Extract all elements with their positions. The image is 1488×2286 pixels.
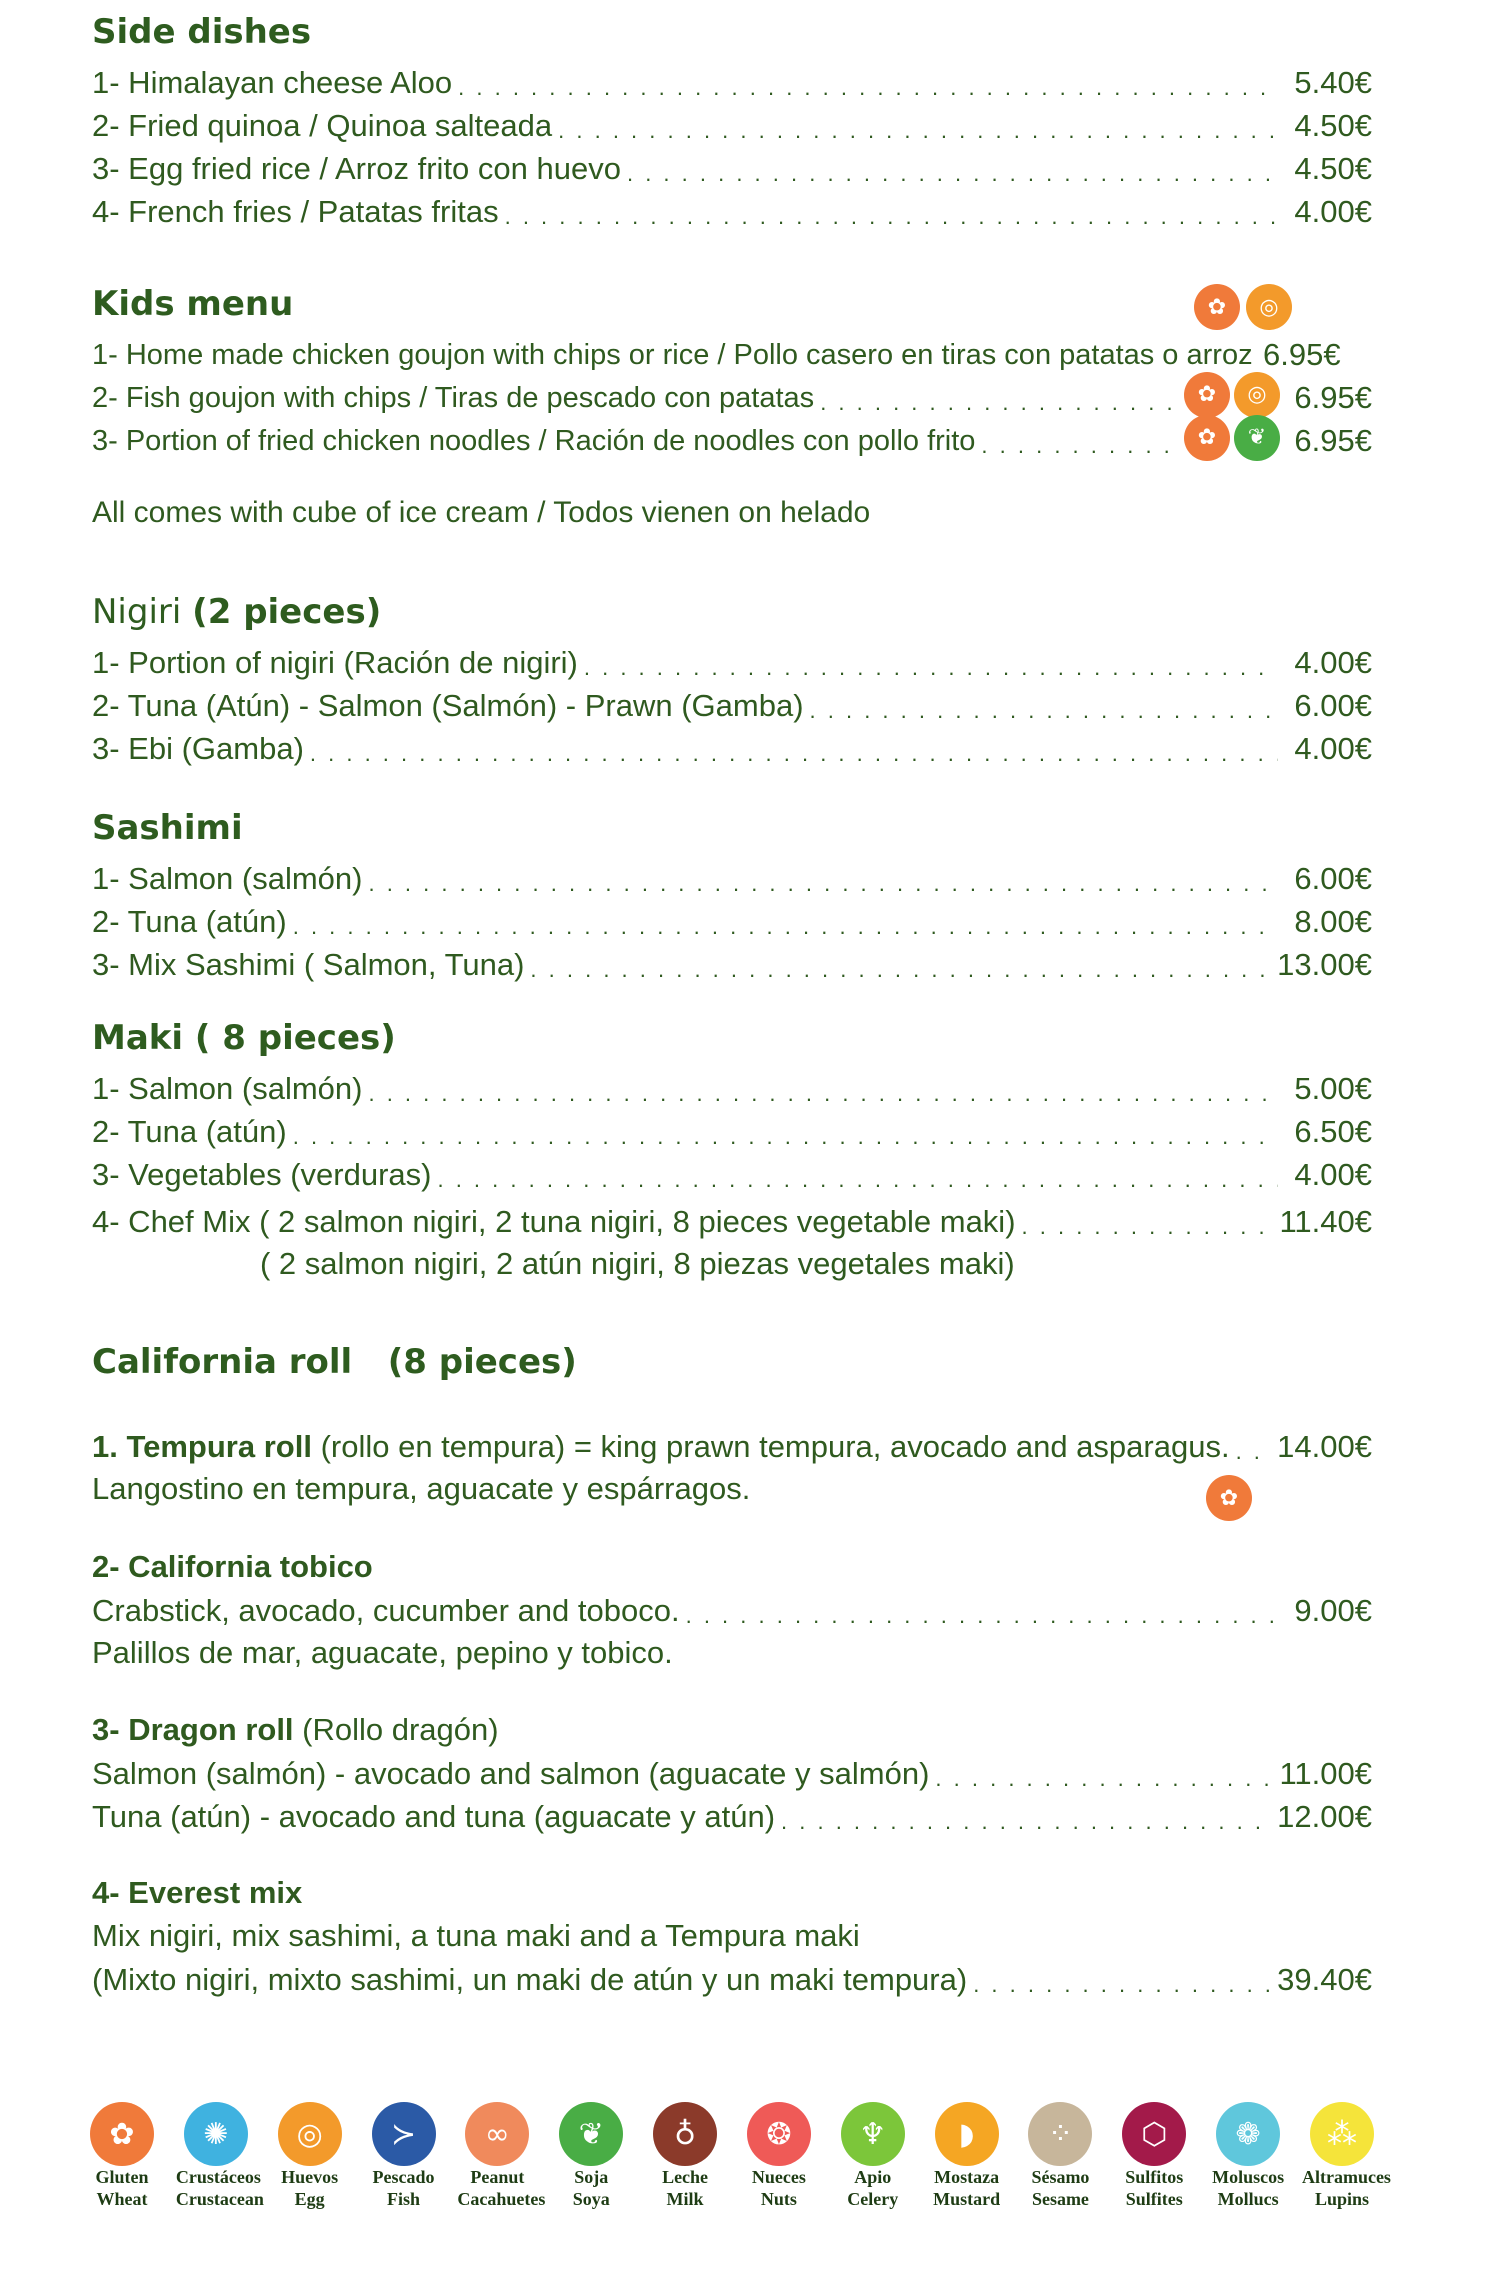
legend-label-es: Sulfitos (1125, 2167, 1184, 2187)
menu-item: 1- Portion of nigiri (Ración de nigiri) . . . 4.00€ (92, 640, 1372, 683)
allergen-legend (82, 2102, 1391, 2210)
section-title: Nigiri (2 pieces) (92, 592, 382, 632)
allergen-icons (1184, 372, 1280, 418)
wheat-icon: ✿ (1184, 372, 1230, 418)
mustard-icon: ◗ (935, 2102, 999, 2166)
menu-item: 3- Mix Sashimi ( Salmon, Tuna) . . . 13.00€ (92, 942, 1372, 985)
section-title: California roll (8 pieces) (92, 1342, 577, 1382)
legend-label-es: Apio (854, 2167, 892, 2187)
legend-item (833, 2102, 913, 2210)
legend-label-en: Mollucs (1217, 2189, 1279, 2209)
wheat-icon: ✿ (1206, 1475, 1252, 1521)
menu-item-translation: Langostino en tempura, aguacate y espárragos. (92, 1471, 751, 1506)
legend-label-en: Milk (666, 2189, 704, 2209)
wheat-icon: ✿ (1184, 415, 1230, 461)
soy-icon: ❦ (559, 2102, 623, 2166)
menu-item: Crabstick, avocado, cucumber and toboco. . . . 9.00€ (92, 1588, 1372, 1631)
legend-item (739, 2102, 819, 2210)
menu-item: 2- Tuna (atún) . . . 6.50€ (92, 1109, 1372, 1152)
legend-label-es: Moluscos (1212, 2167, 1285, 2187)
egg-icon: ◎ (278, 2102, 342, 2166)
nigiri-section (92, 590, 1372, 769)
menu-item: Tuna (atún) - avocado and tuna (aguacate y atún) . . . 12.00€ (92, 1794, 1372, 1837)
side-dishes-section (92, 10, 1372, 232)
menu-item: 1. Tempura roll (rollo en tempura) = king prawn tempura, avocado and asparagus. . . . 14.00€ (92, 1424, 1372, 1467)
legend-label-en: Cacahuetes (457, 2189, 546, 2209)
menu-item: 1- Himalayan cheese Aloo . . . 5.40€ (92, 60, 1372, 103)
section-title: Kids menu (92, 284, 294, 324)
milk-icon: ♁ (653, 2102, 717, 2166)
menu-item: 1- Salmon (salmón) . . . 5.00€ (92, 1066, 1372, 1109)
legend-item (82, 2102, 162, 2210)
sashimi-section (92, 806, 1372, 985)
legend-label-es: Peanut (470, 2167, 525, 2187)
legend-label-en: Nuts (760, 2189, 797, 2209)
menu-item: 1- Salmon (salmón) . . . 6.00€ (92, 856, 1372, 899)
section-title: Side dishes (92, 12, 312, 52)
legend-label-en: Wheat (96, 2189, 148, 2209)
legend-item (270, 2102, 350, 2210)
menu-item: 3- Ebi (Gamba) . . . 4.00€ (92, 726, 1372, 769)
celery-icon: ♆ (841, 2102, 905, 2166)
nuts-icon: ❂ (747, 2102, 811, 2166)
legend-label-es: Pescado (372, 2167, 435, 2187)
legend-item (645, 2102, 725, 2210)
sulfites-icon: ⬡ (1122, 2102, 1186, 2166)
legend-item (1301, 2102, 1391, 2210)
legend-item (175, 2102, 264, 2210)
menu-item: Salmon (salmón) - avocado and salmon (aguacate y salmón) . . . 11.00€ (92, 1751, 1372, 1794)
legend-item (1020, 2102, 1100, 2210)
kids-menu-section (92, 282, 1372, 534)
crab-icon: ✺ (184, 2102, 248, 2166)
menu-item: 3- Vegetables (verduras) . . . 4.00€ (92, 1152, 1372, 1195)
kids-note: All comes with cube of ice cream / Todos vienen on helado (92, 496, 871, 529)
menu-item: 2- Fish goujon with chips / Tiras de pescado con patatas . . . ✿ ◎ 6.95€ (92, 375, 1372, 418)
legend-label-en: Fish (387, 2189, 421, 2209)
legend-label-en: Soya (572, 2189, 610, 2209)
menu-item: (Mixto nigiri, mixto sashimi, un maki de atún y un maki tempura) . . . 39.40€ (92, 1957, 1372, 2000)
sesame-icon: ⁘ (1028, 2102, 1092, 2166)
allergen-icons (1184, 415, 1280, 461)
legend-label-es: Nueces (751, 2167, 806, 2187)
menu-item-description: Mix nigiri, mix sashimi, a tuna maki and a Tempura maki (92, 1918, 860, 1953)
menu-item: 3- Portion of fried chicken noodles / Ración de noodles con pollo frito . . . ✿ ❦ 6.95€ (92, 418, 1372, 461)
menu-item-title: 3- Dragon roll (Rollo dragón) (92, 1712, 499, 1747)
menu-item: 4- Chef Mix ( 2 salmon nigiri, 2 tuna nigiri, 8 pieces vegetable maki) . . . 11.40€ (92, 1199, 1372, 1242)
menu-item: 1- Home made chicken goujon with chips or rice / Pollo casero en tiras con patatas o arroz 6.95€ (92, 337, 1341, 372)
legend-label-en: Mustard (933, 2189, 1001, 2209)
legend-item (927, 2102, 1007, 2210)
fish-icon: ≻ (372, 2102, 436, 2166)
menu-item: 2- Tuna (atún) . . . 8.00€ (92, 899, 1372, 942)
california-roll-section (92, 1340, 1372, 2000)
soy-icon: ❦ (1234, 415, 1280, 461)
legend-label-es: Huevos (281, 2167, 339, 2187)
legend-label-en: Egg (294, 2189, 325, 2209)
mollusc-icon: ❁ (1216, 2102, 1280, 2166)
legend-label-en: Sulfites (1125, 2189, 1183, 2209)
menu-item: 3- Egg fried rice / Arroz frito con huevo . . . 4.50€ (92, 146, 1372, 189)
allergen-icons (1194, 284, 1292, 330)
section-title: Sashimi (92, 808, 243, 848)
legend-label-en: Sesame (1031, 2189, 1089, 2209)
legend-label-en: Celery (847, 2189, 899, 2209)
menu-item-title: 2- California tobico (92, 1549, 373, 1584)
menu-item: 4- French fries / Patatas fritas . . . 4.00€ (92, 189, 1372, 232)
legend-label-es: Gluten (95, 2167, 149, 2187)
menu-item-translation: ( 2 salmon nigiri, 2 atún nigiri, 8 piezas vegetales maki) (260, 1246, 1015, 1281)
legend-item (364, 2102, 444, 2210)
legend-label-es: Soja (574, 2167, 609, 2187)
legend-item (457, 2102, 546, 2210)
maki-section (92, 1016, 1372, 1285)
legend-label-en: Crustacean (175, 2189, 264, 2209)
legend-label-en: Lupins (1314, 2189, 1369, 2209)
menu-item-translation: Palillos de mar, aguacate, pepino y tobico. (92, 1635, 673, 1670)
legend-label-es: Leche (662, 2167, 709, 2187)
legend-item (1208, 2102, 1288, 2210)
wheat-icon: ✿ (1194, 284, 1240, 330)
egg-icon: ◎ (1234, 372, 1280, 418)
wheat-icon: ✿ (90, 2102, 154, 2166)
lupin-icon: ⁂ (1310, 2102, 1374, 2166)
legend-label-es: Altramuces (1301, 2167, 1391, 2187)
peanut-icon: ∞ (465, 2102, 529, 2166)
legend-item (1114, 2102, 1194, 2210)
menu-item-title: 4- Everest mix (92, 1875, 303, 1910)
menu-item: 2- Fried quinoa / Quinoa salteada . . . 4.50€ (92, 103, 1372, 146)
menu-item: 2- Tuna (Atún) - Salmon (Salmón) - Prawn (Gamba) . . . 6.00€ (92, 683, 1372, 726)
legend-label-es: Mostaza (934, 2167, 1000, 2187)
legend-label-es: Crustáceos (175, 2167, 261, 2187)
egg-icon: ◎ (1246, 284, 1292, 330)
section-title: Maki ( 8 pieces) (92, 1018, 396, 1058)
legend-label-es: Sésamo (1031, 2167, 1090, 2187)
legend-item (551, 2102, 631, 2210)
